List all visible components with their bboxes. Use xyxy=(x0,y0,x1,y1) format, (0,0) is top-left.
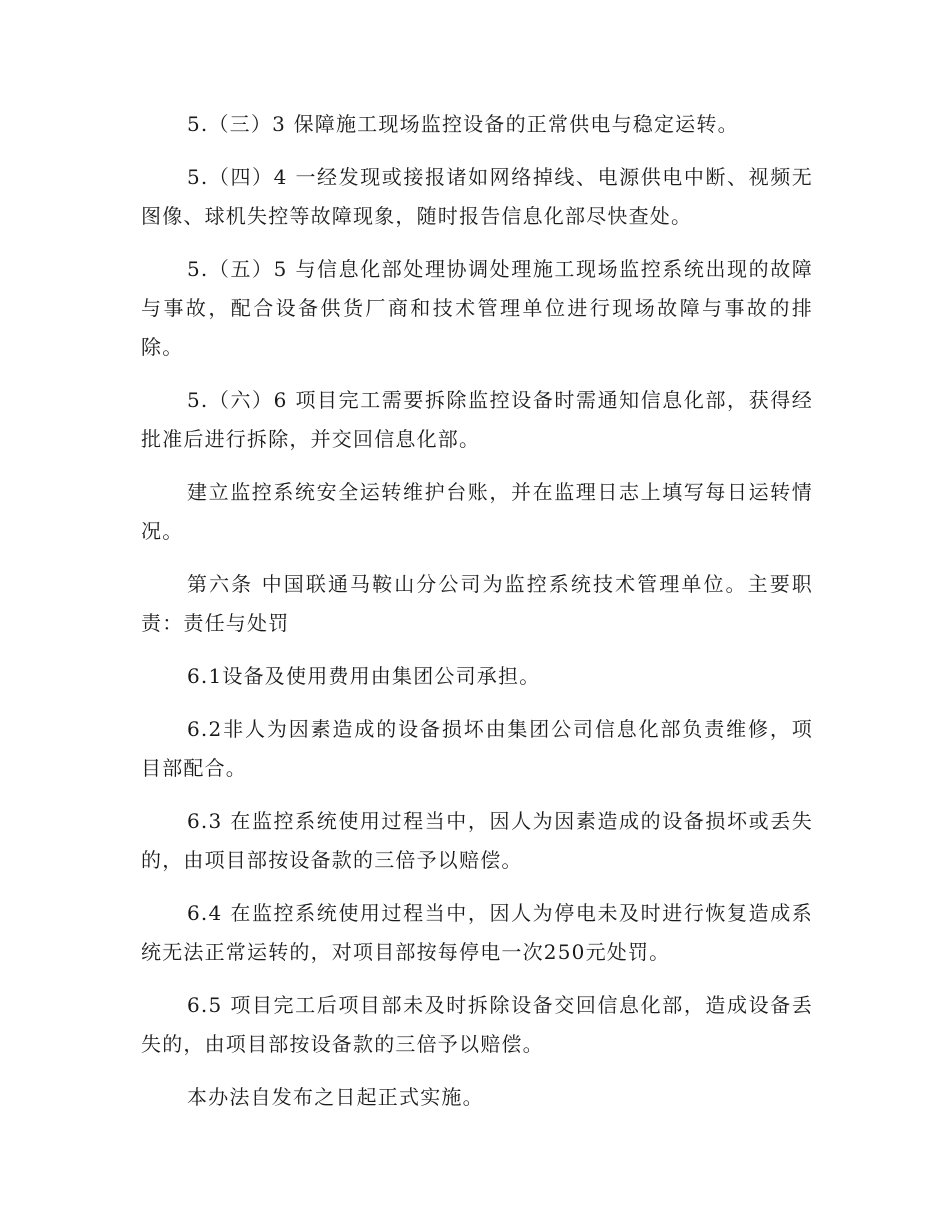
paragraph-6-5: 6.5 项目完工后项目部未及时拆除设备交回信息化部，造成设备丢失的，由项目部按设备款的三倍予以赔偿。 xyxy=(141,993,813,1056)
paragraph-article-6: 第六条 中国联通马鞍山分公司为监控系统技术管理单位。主要职责：责任与处罚 xyxy=(141,572,813,635)
paragraph-5-6: 5.（六）6 项目完工需要拆除监控设备时需通知信息化部，获得经批准后进行拆除，并交回信息化部。 xyxy=(141,388,813,451)
paragraph-6-3: 6.3 在监控系统使用过程当中，因人为因素造成的设备损坏或丢失的，由项目部按设备款的三倍予以赔偿。 xyxy=(141,809,813,872)
paragraph-effective-date: 本办法自发布之日起正式实施。 xyxy=(187,1085,484,1109)
paragraph-5-5: 5.（五）5 与信息化部处理协调处理施工现场监控系统出现的故障与事故，配合设备供货厂商和技术管理单位进行现场故障与事故的排除。 xyxy=(141,257,813,359)
paragraph-6-1: 6.1设备及使用费用由集团公司承担。 xyxy=(187,664,541,688)
paragraph-maintenance-ledger: 建立监控系统安全运转维护台账，并在监理日志上填写每日运转情况。 xyxy=(141,480,813,543)
paragraph-6-2: 6.2非人为因素造成的设备损坏由集团公司信息化部负责维修，项目部配合。 xyxy=(141,717,813,780)
document-body xyxy=(141,105,813,1131)
paragraph-5-4: 5.（四）4 一经发现或接报诸如网络掉线、电源供电中断、视频无图像、球机失控等故障现象，随时报告信息化部尽快查处。 xyxy=(141,165,813,228)
paragraph-6-4: 6.4 在监控系统使用过程当中，因人为停电未及时进行恢复造成系统无法正常运转的，对项目部按每停电一次250元处罚。 xyxy=(141,901,813,964)
paragraph-5-3: 5.（三）3 保障施工现场监控设备的正常供电与稳定运转。 xyxy=(187,112,739,136)
